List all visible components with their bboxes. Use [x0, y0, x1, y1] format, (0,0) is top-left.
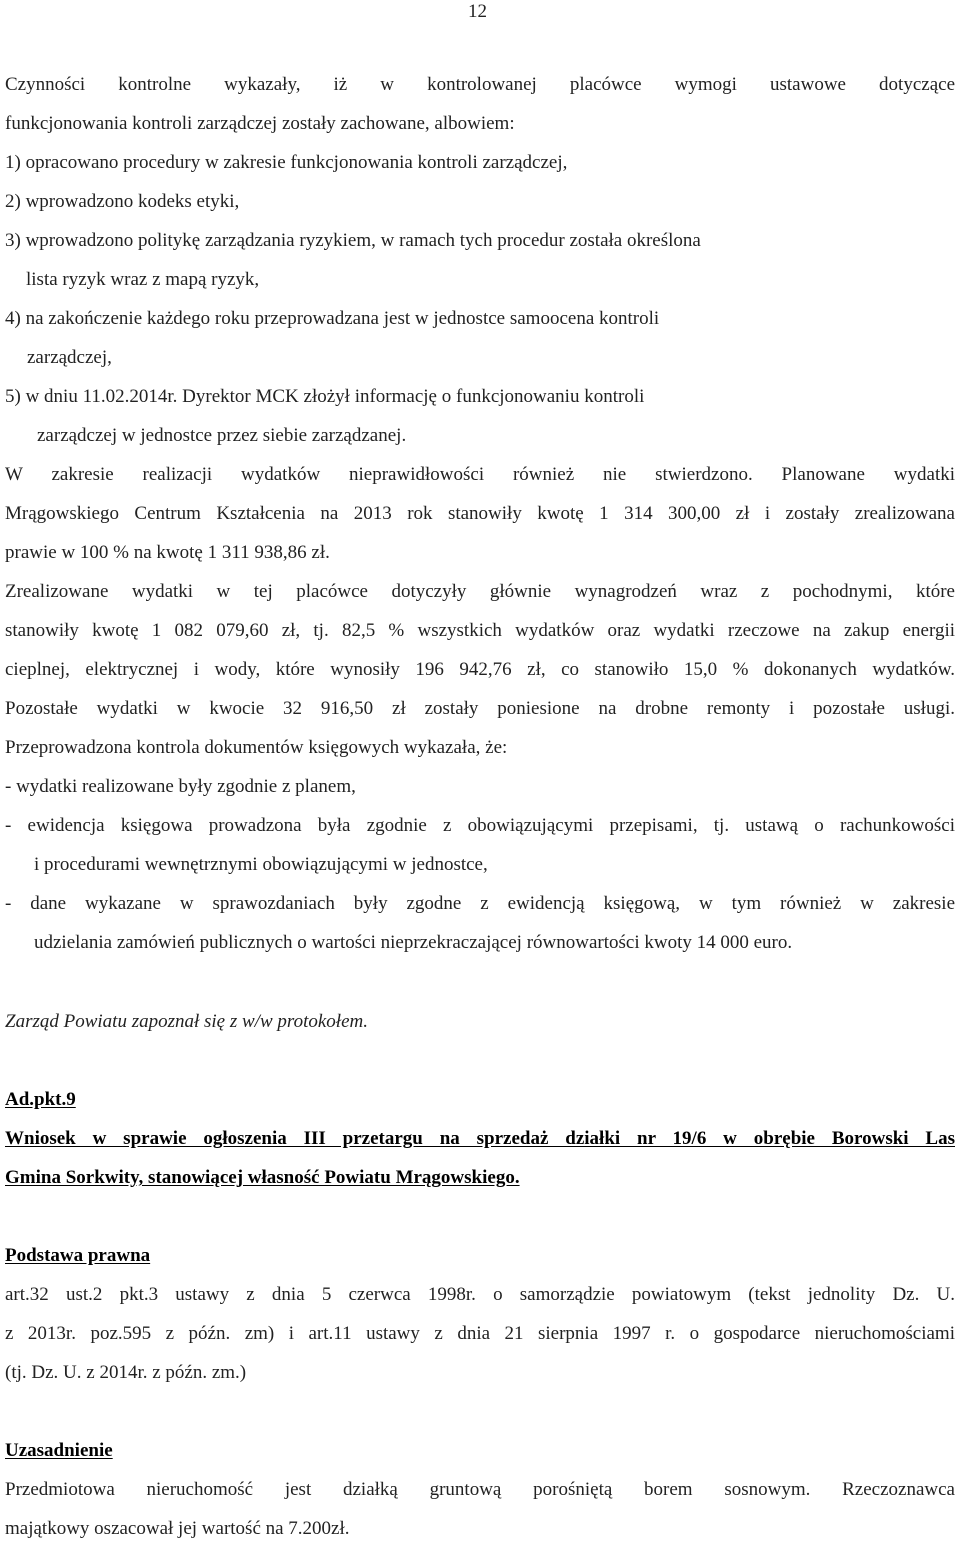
control-intro-line-2: funkcjonowania kontroli zarządczej zostały zachowane, albowiem: [5, 113, 515, 134]
control-item-3-line-2: lista ryzyk wraz z mapą ryzyk, [26, 269, 260, 290]
control-item-4-line-1: 4) na zakończenie każdego roku przeprowadzana jest w jednostce samoocena kontroli [5, 308, 660, 329]
legal-basis-heading: Podstawa prawna [5, 1245, 151, 1266]
control-item-2: 2) wprowadzono kodeks etyki, [5, 191, 240, 212]
expenses-line-8: Przeprowadzona kontrola dokumentów księgowych wykazała, że: [5, 737, 508, 758]
expenses-line-4: Zrealizowane wydatki w tej placówce dotyczyły głównie wynagrodzeń wraz z pochodnymi, które [5, 581, 955, 602]
expenses-bullet-2-line-2: i procedurami wewnętrznymi obowiązującymi w jednostce, [34, 854, 488, 875]
expenses-line-7: Pozostałe wydatki w kwocie 32 916,50 zł zostały poniesione na drobne remonty i pozostałe usługi. [5, 698, 955, 719]
justification-heading: Uzasadnienie [5, 1440, 113, 1461]
control-intro-line-1: Czynności kontrolne wykazały, iż w kontrolowanej placówce wymogi ustawowe dotyczące [5, 74, 955, 95]
expenses-line-2: Mrągowskiego Centrum Kształcenia na 2013 rok stanowiły kwotę 1 314 300,00 zł i zostały zrealizowana [5, 503, 955, 524]
agenda-item-label: Ad.pkt.9 [5, 1089, 76, 1110]
control-item-5-line-2: zarządczej w jednostce przez siebie zarządzanej. [37, 425, 407, 446]
expenses-line-5: stanowiły kwotę 1 082 079,60 zł, tj. 82,5 % wszystkich wydatków oraz wydatki rzeczowe na zakup energii [5, 620, 955, 641]
legal-basis-line-3: (tj. Dz. U. z 2014r. z późn. zm.) [5, 1362, 247, 1383]
expenses-bullet-1: - wydatki realizowane były zgodnie z planem, [5, 776, 356, 797]
control-item-1: 1) opracowano procedury w zakresie funkcjonowania kontroli zarządczej, [5, 152, 568, 173]
agenda-item-title-line-2: Gmina Sorkwity, stanowiącej własność Powiatu Mrągowskiego. [5, 1167, 520, 1188]
legal-basis-line-2: z 2013r. poz.595 z późn. zm) i art.11 ustawy z dnia 21 sierpnia 1997 r. o gospodarce nieruchomościami [5, 1323, 955, 1344]
control-item-4-line-2: zarządczej, [27, 347, 112, 368]
expenses-line-1: W zakresie realizacji wydatków nieprawidłowości również nie stwierdzono. Planowane wydatki [5, 464, 955, 485]
expenses-bullet-2-line-1: - ewidencja księgowa prowadzona była zgodnie z obowiązującymi przepisami, tj. ustawą o rachunkowości [5, 815, 955, 836]
expenses-bullet-3-line-2: udzielania zamówień publicznych o wartości nieprzekraczającej równowartości kwoty 14 000 euro. [34, 932, 793, 953]
control-item-3-line-1: 3) wprowadzono politykę zarządzania ryzykiem, w ramach tych procedur została określona [5, 230, 701, 251]
expenses-bullet-3-line-1: - dane wykazane w sprawozdaniach były zgodne z ewidencją księgową, w tym również w zakresie [5, 893, 955, 914]
justification-line-2: majątkowy oszacował jej wartość na 7.200zł. [5, 1518, 350, 1539]
justification-line-1: Przedmiotowa nieruchomość jest działką gruntową porośniętą borem sosnowym. Rzeczoznawca [5, 1479, 955, 1500]
control-item-5-line-1: 5) w dniu 11.02.2014r. Dyrektor MCK złożył informację o funkcjonowaniu kontroli [5, 386, 645, 407]
agenda-item-title-line-1: Wniosek w sprawie ogłoszenia III przetargu na sprzedaż działki nr 19/6 w obrębie Borowski Las [5, 1128, 955, 1149]
board-note: Zarząd Powiatu zapoznał się z w/w protokołem. [5, 1011, 368, 1032]
expenses-line-6: cieplnej, elektrycznej i wody, które wynosiły 196 942,76 zł, co stanowiło 15,0 % dokonanych wydatków. [5, 659, 955, 680]
page-number: 12 [468, 1, 487, 22]
legal-basis-line-1: art.32 ust.2 pkt.3 ustawy z dnia 5 czerwca 1998r. o samorządzie powiatowym (tekst jednolity Dz. U. [5, 1284, 955, 1305]
expenses-line-3: prawie w 100 % na kwotę 1 311 938,86 zł. [5, 542, 330, 563]
